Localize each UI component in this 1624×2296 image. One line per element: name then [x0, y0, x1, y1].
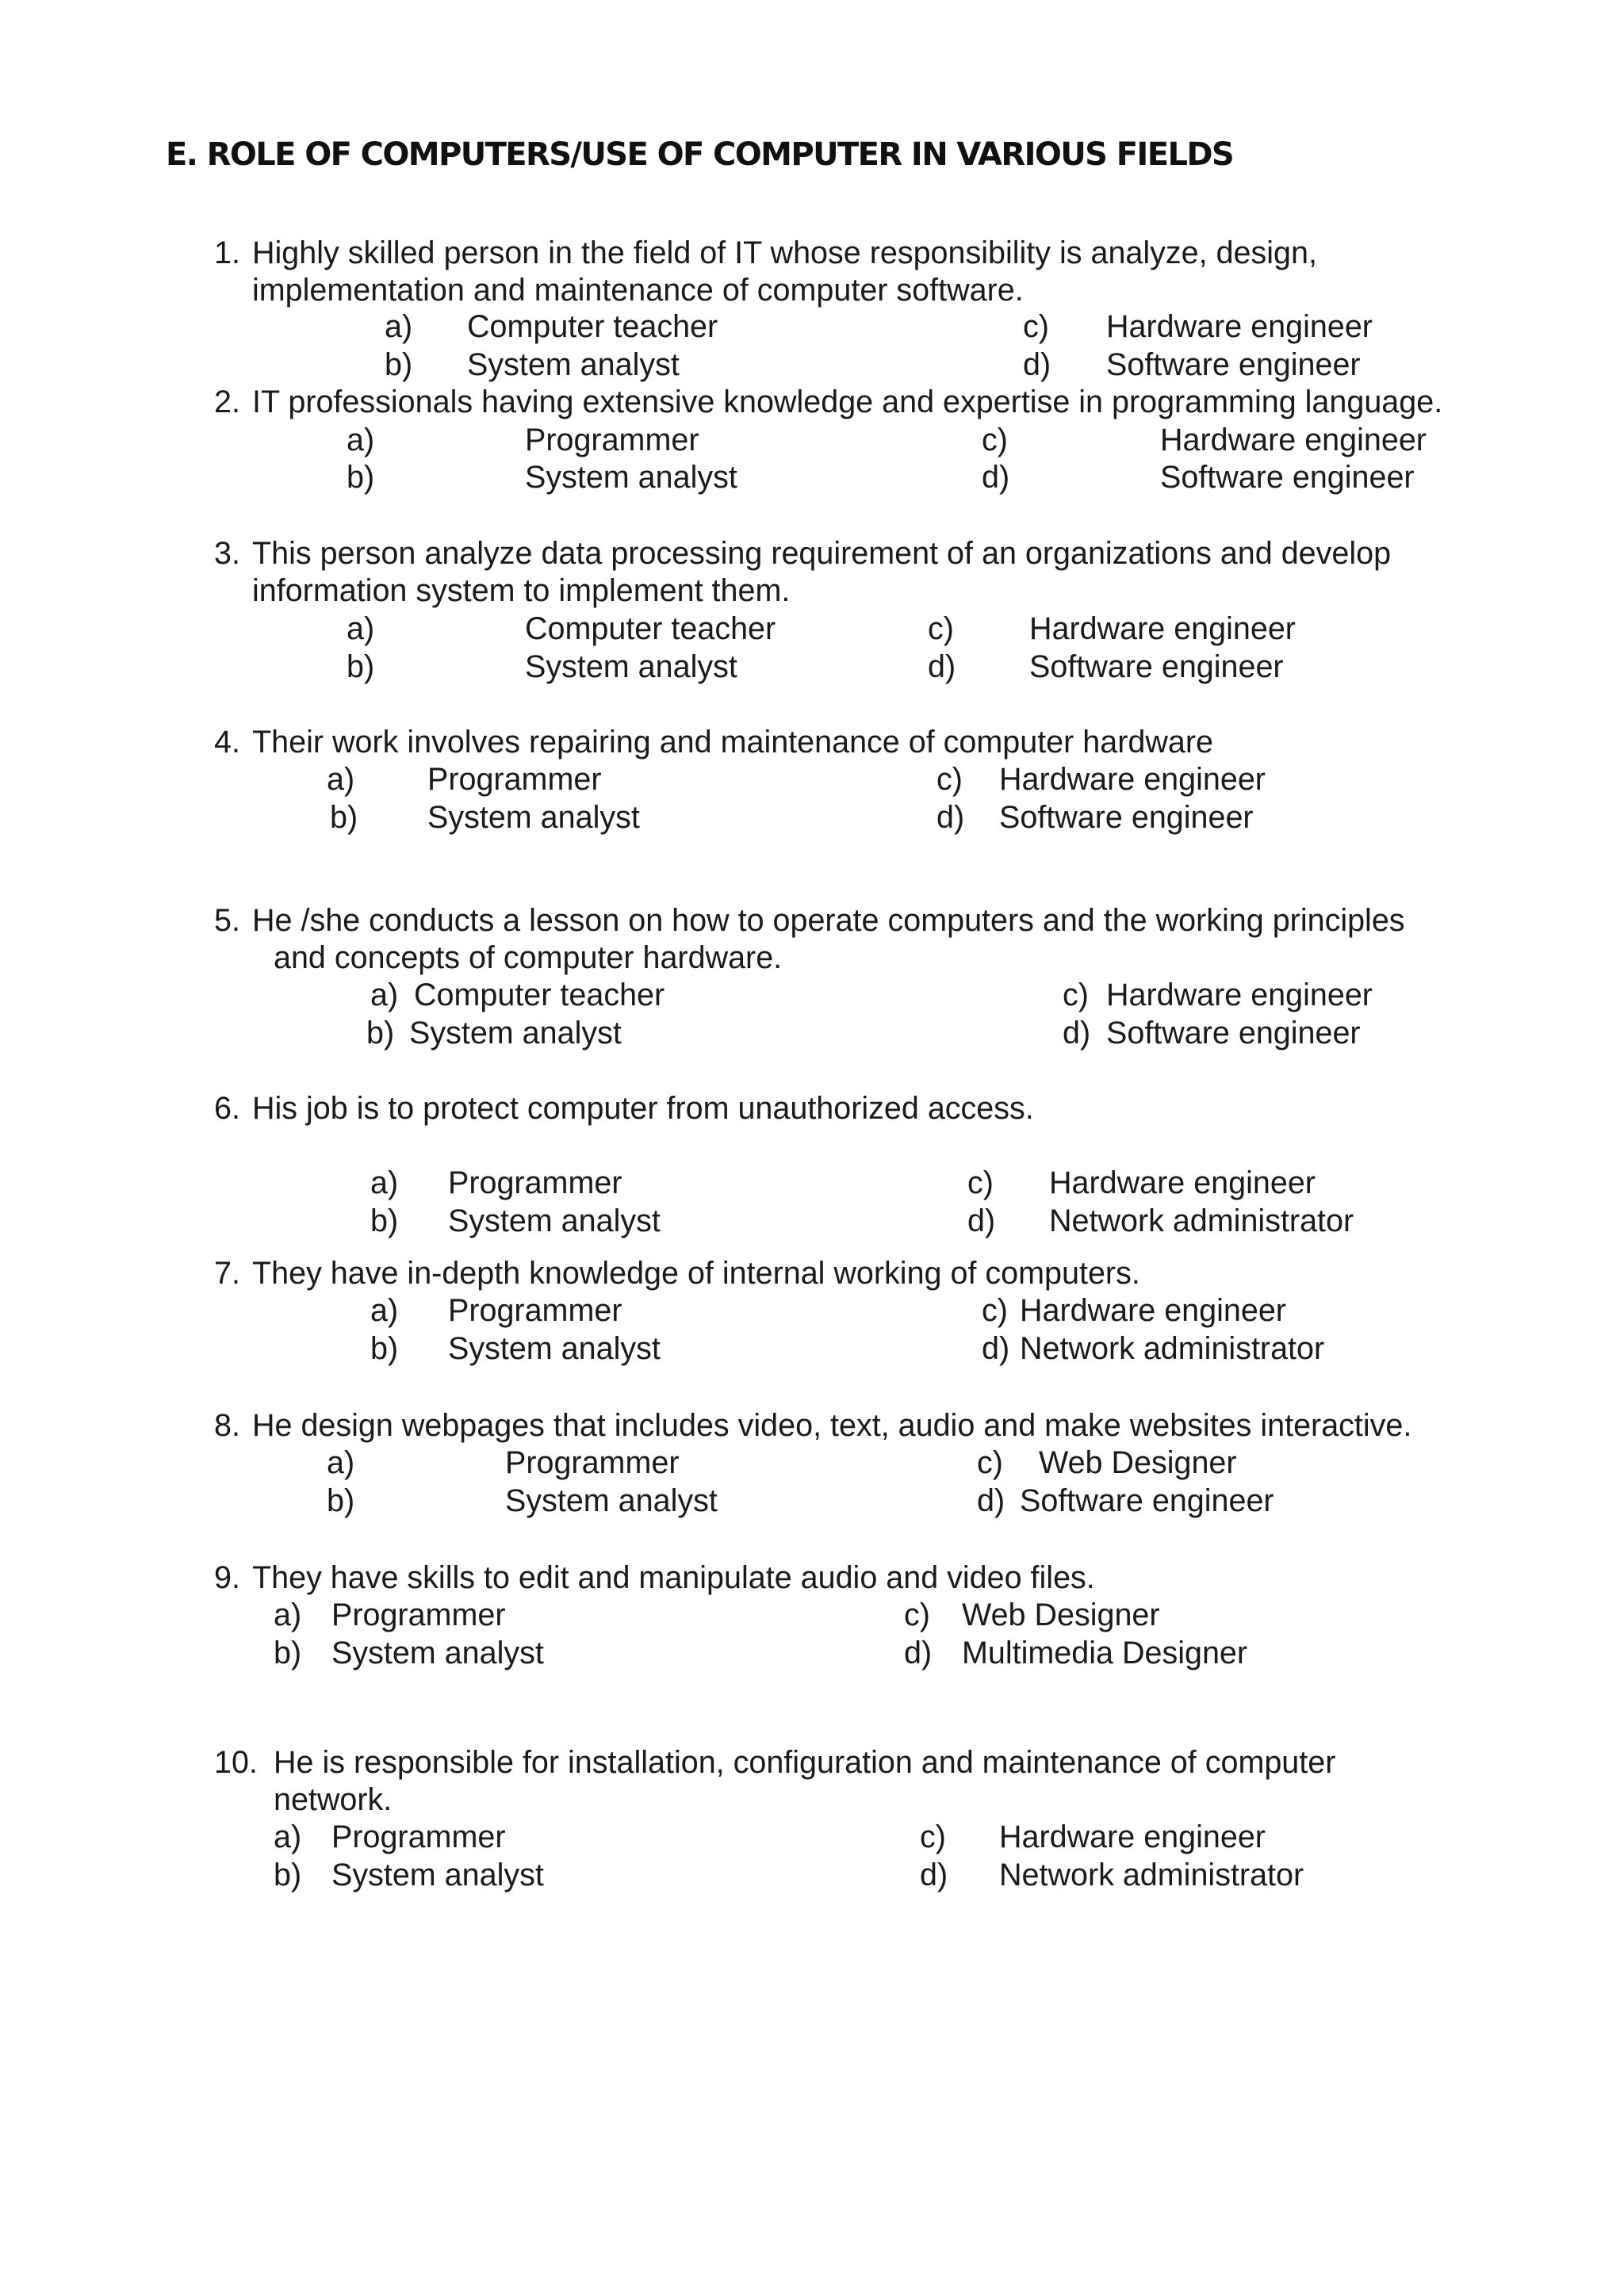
question-stem: They have in-depth knowledge of internal working of computers. [252, 1256, 1140, 1291]
question-number: 6. [214, 1091, 240, 1126]
question-stem: information system to implement them. [252, 573, 791, 608]
option-text: Web Designer [1039, 1445, 1237, 1480]
question-stem: and concepts of computer hardware. [274, 940, 783, 975]
option-text: Programmer [331, 1598, 506, 1632]
option-letter: d) [967, 1203, 996, 1238]
option-letter: c) [920, 1820, 946, 1854]
option-text: System analyst [448, 1203, 661, 1238]
option-text: Programmer [427, 762, 602, 797]
option-letter: d) [982, 1331, 1010, 1366]
question-number: 10. [214, 1745, 258, 1780]
option-text: Computer teacher [525, 611, 776, 646]
option-text: Hardware engineer [1049, 1165, 1316, 1200]
option-text: Programmer [525, 423, 699, 457]
option-letter: d) [982, 460, 1010, 495]
option-letter: c) [967, 1165, 994, 1200]
option-letter: b) [370, 1331, 399, 1366]
option-letter: d) [977, 1483, 1005, 1518]
question-stem: His job is to protect computer from unauthorized access. [252, 1091, 1034, 1126]
option-letter: c) [936, 762, 963, 797]
option-letter: c) [1023, 309, 1049, 344]
question-stem: He /she conducts a lesson on how to operate computers and the working principles [252, 903, 1405, 938]
option-letter: a) [347, 423, 375, 457]
option-text: System analyst [505, 1483, 718, 1518]
question-number: 2. [214, 385, 240, 419]
option-letter: c) [982, 1293, 1008, 1328]
option-text: System analyst [448, 1331, 661, 1366]
option-text: Hardware engineer [1106, 309, 1373, 344]
question-stem: This person analyze data processing requirement of an organizations and develop [252, 536, 1392, 571]
option-letter: a) [370, 978, 399, 1012]
option-letter: d) [904, 1636, 933, 1670]
option-text: System analyst [525, 649, 737, 684]
option-text: Software engineer [1029, 649, 1284, 684]
question-stem: network. [274, 1782, 393, 1817]
option-text: Network administrator [999, 1858, 1304, 1892]
option-text: System analyst [409, 1016, 622, 1050]
option-letter: c) [1063, 978, 1089, 1012]
option-text: Software engineer [1106, 347, 1361, 382]
question-number: 9. [214, 1560, 240, 1595]
question-stem: implementation and maintenance of computer software. [252, 273, 1024, 308]
option-letter: a) [327, 762, 355, 797]
option-text: Computer teacher [414, 978, 665, 1012]
option-text: Hardware engineer [999, 1820, 1266, 1854]
option-text: Software engineer [1020, 1483, 1274, 1518]
option-letter: c) [928, 611, 954, 646]
option-letter: b) [327, 1483, 355, 1518]
option-text: Hardware engineer [1160, 423, 1427, 457]
question-number: 4. [214, 725, 240, 760]
option-letter: b) [366, 1016, 395, 1050]
question-number: 7. [214, 1256, 240, 1291]
option-text: Web Designer [962, 1598, 1160, 1632]
option-text: Multimedia Designer [962, 1636, 1248, 1670]
option-text: Programmer [448, 1293, 622, 1328]
option-text: Hardware engineer [1106, 978, 1373, 1012]
option-text: Network administrator [1020, 1331, 1325, 1366]
option-text: Computer teacher [467, 309, 718, 344]
question-stem: Highly skilled person in the field of IT whose responsibility is analyze, design, [252, 235, 1317, 270]
option-letter: a) [274, 1598, 302, 1632]
option-text: Software engineer [999, 800, 1254, 835]
option-text: Hardware engineer [1020, 1293, 1286, 1328]
question-stem: He design webpages that includes video, text, audio and make websites interactive. [252, 1408, 1412, 1443]
option-letter: c) [977, 1445, 1003, 1480]
option-letter: d) [1023, 347, 1051, 382]
option-letter: a) [327, 1445, 355, 1480]
question-number: 3. [214, 536, 240, 571]
option-letter: a) [370, 1165, 399, 1200]
option-letter: a) [370, 1293, 399, 1328]
option-text: Network administrator [1049, 1203, 1354, 1238]
option-text: System analyst [467, 347, 680, 382]
question-stem: They have skills to edit and manipulate audio and video files. [252, 1560, 1095, 1595]
question-stem: He is responsible for installation, configuration and maintenance of computer [274, 1745, 1336, 1780]
option-letter: d) [1063, 1016, 1091, 1050]
question-number: 1. [214, 235, 240, 270]
option-text: Software engineer [1160, 460, 1415, 495]
option-text: System analyst [525, 460, 737, 495]
question-number: 8. [214, 1408, 240, 1443]
question-stem: IT professionals having extensive knowledge and expertise in programming language. [252, 385, 1443, 419]
option-letter: b) [385, 347, 413, 382]
option-text: Hardware engineer [1029, 611, 1296, 646]
option-letter: b) [347, 649, 375, 684]
option-text: Programmer [505, 1445, 680, 1480]
option-letter: b) [330, 800, 358, 835]
option-text: Software engineer [1106, 1016, 1361, 1050]
option-text: System analyst [331, 1636, 544, 1670]
option-text: Programmer [331, 1820, 506, 1854]
question-number: 5. [214, 903, 240, 938]
option-letter: b) [370, 1203, 399, 1238]
option-text: Programmer [448, 1165, 622, 1200]
option-text: System analyst [427, 800, 640, 835]
question-stem: Their work involves repairing and maintenance of computer hardware [252, 725, 1213, 760]
option-letter: d) [936, 800, 965, 835]
option-letter: b) [274, 1858, 302, 1892]
option-letter: b) [347, 460, 375, 495]
option-text: Hardware engineer [999, 762, 1266, 797]
page-title: E. ROLE OF COMPUTERS/USE OF COMPUTER IN VARIOUS FIELDS [166, 136, 1234, 173]
option-letter: a) [274, 1820, 302, 1854]
option-letter: a) [385, 309, 413, 344]
option-letter: d) [928, 649, 956, 684]
option-letter: c) [982, 423, 1008, 457]
option-text: System analyst [331, 1858, 544, 1892]
option-letter: d) [920, 1858, 948, 1892]
option-letter: a) [347, 611, 375, 646]
option-letter: b) [274, 1636, 302, 1670]
option-letter: c) [904, 1598, 930, 1632]
